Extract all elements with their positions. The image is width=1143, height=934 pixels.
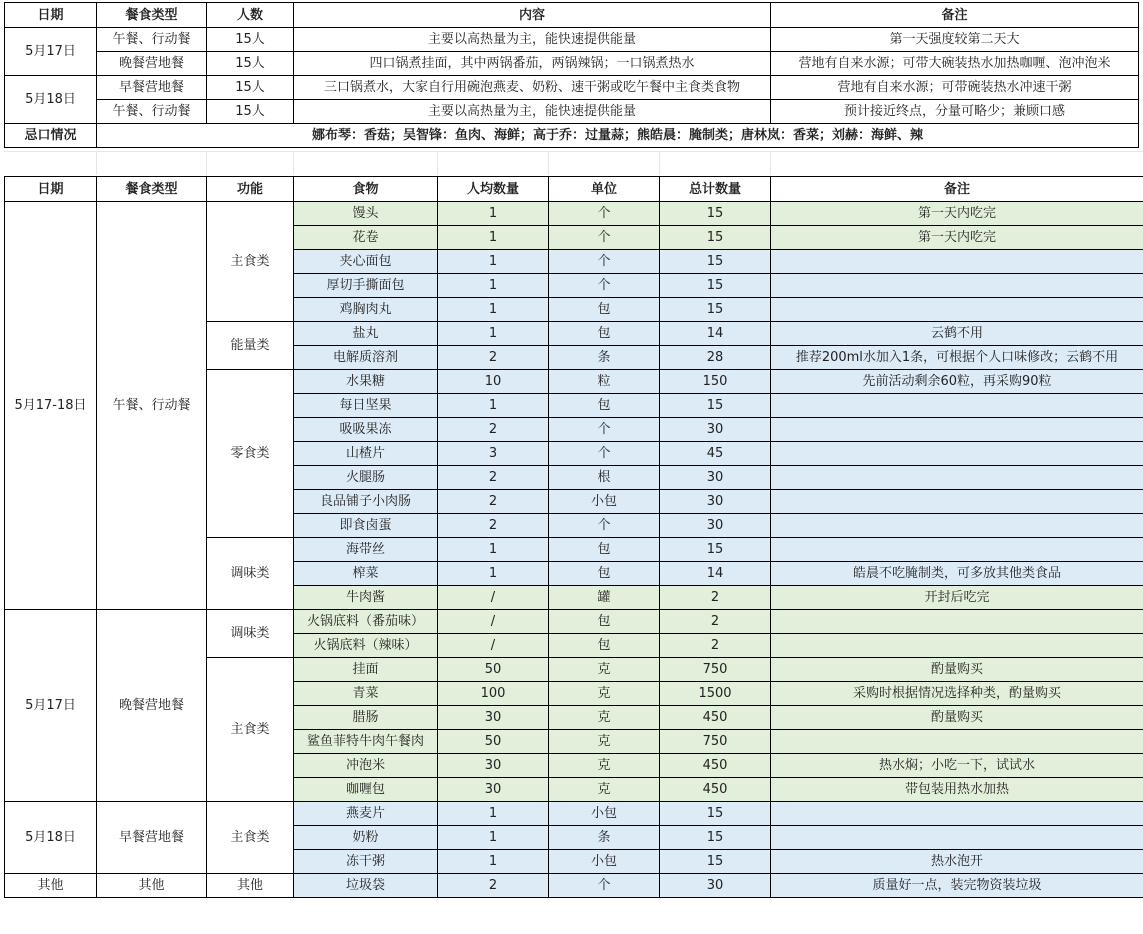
note-cell[interactable]: 第一天强度较第二天大 xyxy=(771,28,1139,52)
meal-plan-row xyxy=(5,76,1139,100)
note-cell[interactable]: 推荐200ml水加入1条，可根据个人口味修改；云鹤不用 xyxy=(771,346,1143,370)
per-person-cell[interactable]: 1 xyxy=(438,250,549,274)
unit-cell[interactable]: 粒 xyxy=(549,370,660,394)
unit-cell[interactable]: 个 xyxy=(549,874,660,898)
header-content[interactable]: 内容 xyxy=(294,3,771,28)
food-name-cell[interactable]: 水果糖 xyxy=(294,370,438,394)
unit-cell[interactable]: 包 xyxy=(549,562,660,586)
content-cell[interactable]: 三口锅煮水，大家自行用碗泡燕麦、奶粉、速干粥或吃午餐中主食类食物 xyxy=(294,76,771,100)
date-cell[interactable]: 5月17日 xyxy=(5,28,97,76)
group-date-cell[interactable]: 5月17日 xyxy=(5,610,97,802)
total-cell[interactable]: 2 xyxy=(660,610,771,634)
per-person-cell[interactable]: 2 xyxy=(438,874,549,898)
food-name-cell[interactable]: 海带丝 xyxy=(294,538,438,562)
people-cell[interactable]: 15人 xyxy=(207,76,294,100)
total-cell[interactable]: 150 xyxy=(660,370,771,394)
group-meal-cell[interactable]: 早餐营地餐 xyxy=(97,802,207,874)
meal-plan-row xyxy=(5,28,1139,52)
total-cell[interactable]: 750 xyxy=(660,730,771,754)
function-cell[interactable]: 调味类 xyxy=(207,538,294,610)
total-cell[interactable]: 30 xyxy=(660,874,771,898)
total-cell[interactable]: 2 xyxy=(660,634,771,658)
per-person-cell[interactable]: 2 xyxy=(438,490,549,514)
note-cell[interactable]: 皓晨不吃腌制类，可多放其他类食品 xyxy=(771,562,1143,586)
total-cell[interactable]: 450 xyxy=(660,778,771,802)
total-cell[interactable]: 15 xyxy=(660,226,771,250)
per-person-cell[interactable]: / xyxy=(438,610,549,634)
header-food[interactable]: 食物 xyxy=(294,177,438,202)
meal-plan-row xyxy=(5,100,1139,124)
food-name-cell[interactable]: 火锅底料（辣味） xyxy=(294,634,438,658)
unit-cell[interactable]: 包 xyxy=(549,538,660,562)
unit-cell[interactable]: 个 xyxy=(549,202,660,226)
per-person-cell[interactable]: 10 xyxy=(438,370,549,394)
content-cell[interactable]: 主要以高热量为主，能快速提供能量 xyxy=(294,100,771,124)
meal-cell[interactable]: 午餐、行动餐 xyxy=(97,100,207,124)
function-cell[interactable]: 调味类 xyxy=(207,610,294,658)
per-person-cell[interactable]: 1 xyxy=(438,226,549,250)
divider xyxy=(4,151,1143,152)
note-cell[interactable]: 第一天内吃完 xyxy=(771,202,1143,226)
function-cell[interactable]: 能量类 xyxy=(207,322,294,370)
total-cell[interactable]: 28 xyxy=(660,346,771,370)
note-cell[interactable] xyxy=(771,490,1143,514)
unit-cell[interactable]: 克 xyxy=(549,778,660,802)
note-cell[interactable] xyxy=(771,802,1143,826)
total-cell[interactable]: 14 xyxy=(660,562,771,586)
food-name-cell[interactable]: 冻干粥 xyxy=(294,850,438,874)
note-cell[interactable] xyxy=(771,514,1143,538)
unit-cell[interactable]: 条 xyxy=(549,346,660,370)
food-name-cell[interactable]: 火锅底料（番茄味） xyxy=(294,610,438,634)
total-cell[interactable]: 15 xyxy=(660,250,771,274)
meal-plan-header-row xyxy=(5,3,1139,28)
note-cell[interactable] xyxy=(771,418,1143,442)
food-list-body xyxy=(5,202,1143,898)
note-cell[interactable]: 热水泡开 xyxy=(771,850,1143,874)
note-cell[interactable]: 采购时根据情况选择种类，酌量购买 xyxy=(771,682,1143,706)
group-date-cell[interactable]: 其他 xyxy=(5,874,97,898)
unit-cell[interactable]: 个 xyxy=(549,418,660,442)
total-cell[interactable]: 15 xyxy=(660,274,771,298)
total-cell[interactable]: 30 xyxy=(660,418,771,442)
total-cell[interactable]: 15 xyxy=(660,538,771,562)
note-cell[interactable] xyxy=(771,250,1143,274)
total-cell[interactable]: 2 xyxy=(660,586,771,610)
food-name-cell[interactable]: 榨菜 xyxy=(294,562,438,586)
note-cell[interactable]: 开封后吃完 xyxy=(771,586,1143,610)
unit-cell[interactable]: 小包 xyxy=(549,490,660,514)
table-row xyxy=(5,802,1143,826)
per-person-cell[interactable]: 1 xyxy=(438,562,549,586)
note-cell[interactable] xyxy=(771,394,1143,418)
unit-cell[interactable]: 包 xyxy=(549,322,660,346)
food-name-cell[interactable]: 良品铺子小肉肠 xyxy=(294,490,438,514)
header-people[interactable]: 人数 xyxy=(207,3,294,28)
unit-cell[interactable]: 包 xyxy=(549,634,660,658)
group-meal-cell[interactable]: 其他 xyxy=(97,874,207,898)
total-cell[interactable]: 450 xyxy=(660,706,771,730)
total-cell[interactable]: 15 xyxy=(660,850,771,874)
meal-cell[interactable]: 午餐、行动餐 xyxy=(97,28,207,52)
meal-plan-row xyxy=(5,52,1139,76)
unit-cell[interactable]: 个 xyxy=(549,442,660,466)
unit-cell[interactable]: 小包 xyxy=(549,850,660,874)
meal-plan-table xyxy=(4,2,1139,148)
food-name-cell[interactable]: 电解质溶剂 xyxy=(294,346,438,370)
per-person-cell[interactable]: 1 xyxy=(438,802,549,826)
per-person-cell[interactable]: 1 xyxy=(438,538,549,562)
total-cell[interactable]: 750 xyxy=(660,658,771,682)
per-person-cell[interactable]: 1 xyxy=(438,274,549,298)
per-person-cell[interactable]: 2 xyxy=(438,466,549,490)
food-name-cell[interactable]: 盐丸 xyxy=(294,322,438,346)
people-cell[interactable]: 15人 xyxy=(207,28,294,52)
taboo-row xyxy=(5,124,1139,148)
per-person-cell[interactable]: 50 xyxy=(438,730,549,754)
unit-cell[interactable]: 条 xyxy=(549,826,660,850)
total-cell[interactable]: 15 xyxy=(660,202,771,226)
total-cell[interactable]: 15 xyxy=(660,826,771,850)
total-cell[interactable]: 14 xyxy=(660,322,771,346)
unit-cell[interactable]: 克 xyxy=(549,658,660,682)
total-cell[interactable]: 45 xyxy=(660,442,771,466)
food-name-cell[interactable]: 腊肠 xyxy=(294,706,438,730)
content-cell[interactable]: 四口锅煮挂面，其中两锅番茄，两锅辣锅；一口锅煮热水 xyxy=(294,52,771,76)
per-person-cell[interactable]: 2 xyxy=(438,418,549,442)
total-cell[interactable]: 30 xyxy=(660,514,771,538)
empty-spacer-row xyxy=(4,151,1143,175)
total-cell[interactable]: 15 xyxy=(660,802,771,826)
date-cell[interactable]: 5月18日 xyxy=(5,76,97,124)
note-cell[interactable] xyxy=(771,634,1143,658)
per-person-cell[interactable]: 30 xyxy=(438,706,549,730)
group-meal-cell[interactable]: 晚餐营地餐 xyxy=(97,610,207,802)
total-cell[interactable]: 1500 xyxy=(660,682,771,706)
unit-cell[interactable]: 包 xyxy=(549,298,660,322)
taboo-text[interactable]: 娜布琴：香菇；吴智锋：鱼肉、海鲜；高于乔：过量蒜；熊皓晨：腌制类；唐林岚：香菜；刘赫：海鲜、辣 xyxy=(97,124,1139,148)
function-cell[interactable]: 主食类 xyxy=(207,802,294,874)
food-name-cell[interactable]: 山楂片 xyxy=(294,442,438,466)
note-cell[interactable] xyxy=(771,442,1143,466)
total-cell[interactable]: 450 xyxy=(660,754,771,778)
header-date[interactable]: 日期 xyxy=(5,177,97,202)
taboo-label[interactable]: 忌口情况 xyxy=(5,124,97,148)
total-cell[interactable]: 15 xyxy=(660,298,771,322)
header-total[interactable]: 总计数量 xyxy=(660,177,771,202)
per-person-cell[interactable]: 1 xyxy=(438,850,549,874)
unit-cell[interactable]: 克 xyxy=(549,754,660,778)
food-name-cell[interactable]: 牛肉酱 xyxy=(294,586,438,610)
food-name-cell[interactable]: 火腿肠 xyxy=(294,466,438,490)
unit-cell[interactable]: 包 xyxy=(549,610,660,634)
food-name-cell[interactable]: 花卷 xyxy=(294,226,438,250)
note-cell[interactable] xyxy=(771,274,1143,298)
food-name-cell[interactable]: 燕麦片 xyxy=(294,802,438,826)
per-person-cell[interactable]: 1 xyxy=(438,322,549,346)
note-cell[interactable] xyxy=(771,826,1143,850)
per-person-cell[interactable]: 2 xyxy=(438,346,549,370)
food-name-cell[interactable]: 奶粉 xyxy=(294,826,438,850)
header-per-person[interactable]: 人均数量 xyxy=(438,177,549,202)
note-cell[interactable]: 预计接近终点，分量可略少；兼顾口感 xyxy=(771,100,1139,124)
food-name-cell[interactable]: 吸吸果冻 xyxy=(294,418,438,442)
food-list-header-row xyxy=(5,177,1143,202)
food-name-cell[interactable]: 冲泡米 xyxy=(294,754,438,778)
per-person-cell[interactable]: 3 xyxy=(438,442,549,466)
per-person-cell[interactable]: 30 xyxy=(438,778,549,802)
note-cell[interactable]: 质量好一点，装完物资装垃圾 xyxy=(771,874,1143,898)
unit-cell[interactable]: 根 xyxy=(549,466,660,490)
unit-cell[interactable]: 克 xyxy=(549,730,660,754)
note-cell[interactable]: 第一天内吃完 xyxy=(771,226,1143,250)
per-person-cell[interactable]: 50 xyxy=(438,658,549,682)
per-person-cell[interactable]: / xyxy=(438,586,549,610)
group-meal-cell[interactable]: 午餐、行动餐 xyxy=(97,202,207,610)
note-cell[interactable]: 酌量购买 xyxy=(771,658,1143,682)
total-cell[interactable]: 15 xyxy=(660,394,771,418)
header-date[interactable]: 日期 xyxy=(5,3,97,28)
header-note[interactable]: 备注 xyxy=(771,3,1139,28)
note-cell[interactable] xyxy=(771,298,1143,322)
header-meal-type[interactable]: 餐食类型 xyxy=(97,3,207,28)
note-cell[interactable]: 云鹤不用 xyxy=(771,322,1143,346)
function-cell[interactable]: 主食类 xyxy=(207,202,294,322)
food-name-cell[interactable]: 厚切手撕面包 xyxy=(294,274,438,298)
function-cell[interactable]: 主食类 xyxy=(207,658,294,802)
content-cell[interactable]: 主要以高热量为主，能快速提供能量 xyxy=(294,28,771,52)
note-cell[interactable] xyxy=(771,730,1143,754)
people-cell[interactable]: 15人 xyxy=(207,52,294,76)
per-person-cell[interactable]: 1 xyxy=(438,826,549,850)
per-person-cell[interactable]: 1 xyxy=(438,394,549,418)
note-cell[interactable]: 热水焖；小吃一下，试试水 xyxy=(771,754,1143,778)
note-cell[interactable] xyxy=(771,538,1143,562)
unit-cell[interactable]: 克 xyxy=(549,706,660,730)
note-cell[interactable]: 酌量购买 xyxy=(771,706,1143,730)
function-cell[interactable]: 零食类 xyxy=(207,370,294,538)
unit-cell[interactable]: 个 xyxy=(549,514,660,538)
table-row xyxy=(5,874,1143,898)
total-cell[interactable]: 30 xyxy=(660,466,771,490)
unit-cell[interactable]: 克 xyxy=(549,682,660,706)
meal-cell[interactable]: 晚餐营地餐 xyxy=(97,52,207,76)
food-name-cell[interactable]: 鲨鱼菲特牛肉午餐肉 xyxy=(294,730,438,754)
food-name-cell[interactable]: 馒头 xyxy=(294,202,438,226)
food-name-cell[interactable]: 垃圾袋 xyxy=(294,874,438,898)
per-person-cell[interactable]: / xyxy=(438,634,549,658)
total-cell[interactable]: 30 xyxy=(660,490,771,514)
food-name-cell[interactable]: 即食卤蛋 xyxy=(294,514,438,538)
unit-cell[interactable]: 罐 xyxy=(549,586,660,610)
header-note[interactable]: 备注 xyxy=(771,177,1143,202)
per-person-cell[interactable]: 1 xyxy=(438,202,549,226)
food-name-cell[interactable]: 夹心面包 xyxy=(294,250,438,274)
food-name-cell[interactable]: 咖喱包 xyxy=(294,778,438,802)
unit-cell[interactable]: 小包 xyxy=(549,802,660,826)
unit-cell[interactable]: 个 xyxy=(549,226,660,250)
note-cell[interactable]: 营地有自来水源；可带大碗装热水加热咖喱、泡冲泡米 xyxy=(771,52,1139,76)
table-row xyxy=(5,202,1143,226)
food-name-cell[interactable]: 青菜 xyxy=(294,682,438,706)
people-cell[interactable]: 15人 xyxy=(207,100,294,124)
unit-cell[interactable]: 个 xyxy=(549,250,660,274)
per-person-cell[interactable]: 2 xyxy=(438,514,549,538)
food-list-table xyxy=(4,176,1143,898)
food-name-cell[interactable]: 每日坚果 xyxy=(294,394,438,418)
group-date-cell[interactable]: 5月18日 xyxy=(5,802,97,874)
food-name-cell[interactable]: 挂面 xyxy=(294,658,438,682)
per-person-cell[interactable]: 1 xyxy=(438,298,549,322)
function-cell[interactable]: 其他 xyxy=(207,874,294,898)
food-name-cell[interactable]: 鸡胸肉丸 xyxy=(294,298,438,322)
per-person-cell[interactable]: 30 xyxy=(438,754,549,778)
group-date-cell[interactable]: 5月17-18日 xyxy=(5,202,97,610)
meal-cell[interactable]: 早餐营地餐 xyxy=(97,76,207,100)
header-function[interactable]: 功能 xyxy=(207,177,294,202)
note-cell[interactable] xyxy=(771,610,1143,634)
note-cell[interactable]: 带包装用热水加热 xyxy=(771,778,1143,802)
table-row xyxy=(5,610,1143,634)
note-cell[interactable]: 营地有自来水源；可带碗装热水冲速干粥 xyxy=(771,76,1139,100)
header-unit[interactable]: 单位 xyxy=(549,177,660,202)
note-cell[interactable]: 先前活动剩余60粒，再采购90粒 xyxy=(771,370,1143,394)
header-meal-type[interactable]: 餐食类型 xyxy=(97,177,207,202)
unit-cell[interactable]: 个 xyxy=(549,274,660,298)
per-person-cell[interactable]: 100 xyxy=(438,682,549,706)
unit-cell[interactable]: 包 xyxy=(549,394,660,418)
note-cell[interactable] xyxy=(771,466,1143,490)
